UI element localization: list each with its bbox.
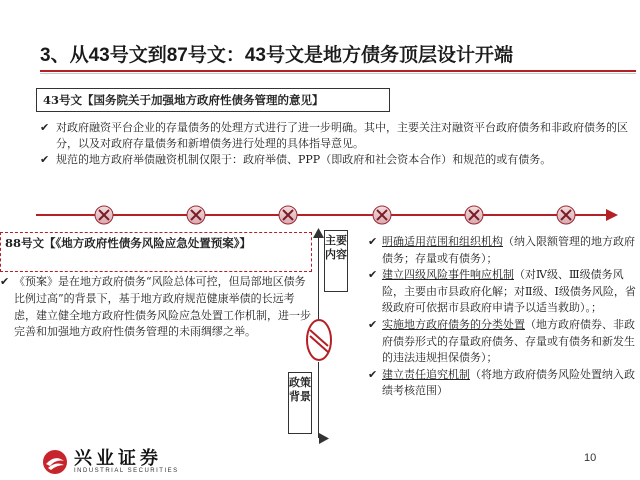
main-content-point: ✔ 建立四级风险事件响应机制（对Ⅳ级、Ⅲ级债务风险，主要由市县政府化解；对Ⅱ级、Ⅰ级债务风险，省级政府可依据市县政府申请予以适当救助）。； — [368, 268, 636, 315]
divider-line-bottom — [318, 362, 319, 438]
timeline-node-icon — [95, 206, 113, 224]
timeline-node-icon — [279, 206, 297, 224]
doc88-point: ✔ 《预案》是在地方政府债务“风险总体可控，但局部地区债务比例过高”的背景下，基于地方政府规范健康举债的长远考虑，建立健全地方政府性债务风险应急处置工作机制，进一步完善和加强地方政府性债务管理的未雨绸缪之举。 — [0, 275, 311, 339]
logo-emblem-icon — [42, 449, 68, 475]
main-content-point: ✔ 明确适用范围和组织机构（纳入限额管理的地方政府债务；存量或有债务）； — [368, 235, 635, 265]
doc43-point: ✔ 对政府融资平台企业的存量债务的处理方式进行了进一步明确。其中，主要关注对融资平台政府债务和非政府债务的区分，以及对政府存量债务和新增债务进行处理的具体指导意见。 — [40, 121, 628, 150]
page-title: 3、从43号文到87号文：43号文是地方债务顶层设计开端 — [40, 45, 513, 66]
check-icon: ✔ — [0, 275, 10, 288]
policy-background-label: 政策背景 — [288, 372, 312, 434]
timeline-bar — [0, 198, 640, 232]
check-icon: ✔ — [40, 153, 50, 166]
arrow-up-icon — [313, 228, 324, 238]
check-icon: ✔ — [368, 268, 378, 282]
doc88-header: 88号文【《地方政府性债务风险应急处置预案》】 — [0, 232, 312, 272]
timeline-node-icon — [557, 206, 575, 224]
doc43-header: 43号文【国务院关于加强地方政府性债务管理的意见】 — [36, 88, 390, 112]
main-content-point: ✔ 实施地方政府债务的分类处置（地方政府债券、非政府债券形式的存量政府债务、存量或有债务和新发生的违法违规担保债务）； — [368, 317, 635, 365]
logo-english-name: INDUSTRIAL SECURITIES — [74, 468, 179, 474]
divider-break-icon — [304, 316, 334, 364]
check-icon: ✔ — [368, 367, 378, 381]
check-icon: ✔ — [368, 235, 378, 248]
main-content-point: ✔ 建立责任追究机制（将地方政府债务风险处置纳入政绩考核范围） — [368, 367, 635, 398]
check-icon: ✔ — [40, 121, 50, 134]
timeline-node-icon — [373, 206, 391, 224]
divider-line-top — [318, 236, 319, 322]
title-rule-secondary — [40, 73, 636, 74]
main-content-points — [368, 234, 640, 400]
main-content-label: 主要内容 — [324, 230, 348, 292]
timeline-arrow-icon — [606, 209, 618, 221]
title-rule — [40, 70, 636, 72]
page-number: 10 — [584, 452, 597, 464]
logo-chinese-name: 兴业证券 — [74, 448, 162, 468]
arrow-right-icon — [319, 433, 329, 444]
company-logo — [42, 449, 179, 475]
doc43-point: ✔ 规范的地方政府举债融资机制仅限于：政府举债、PPP（即政府和社会资本合作）和规范的或有债务。 — [40, 153, 552, 166]
check-icon: ✔ — [368, 317, 378, 331]
doc43-points — [40, 120, 632, 168]
timeline-node-icon — [187, 206, 205, 224]
doc88-points — [0, 274, 312, 341]
timeline-node-icon — [465, 206, 483, 224]
